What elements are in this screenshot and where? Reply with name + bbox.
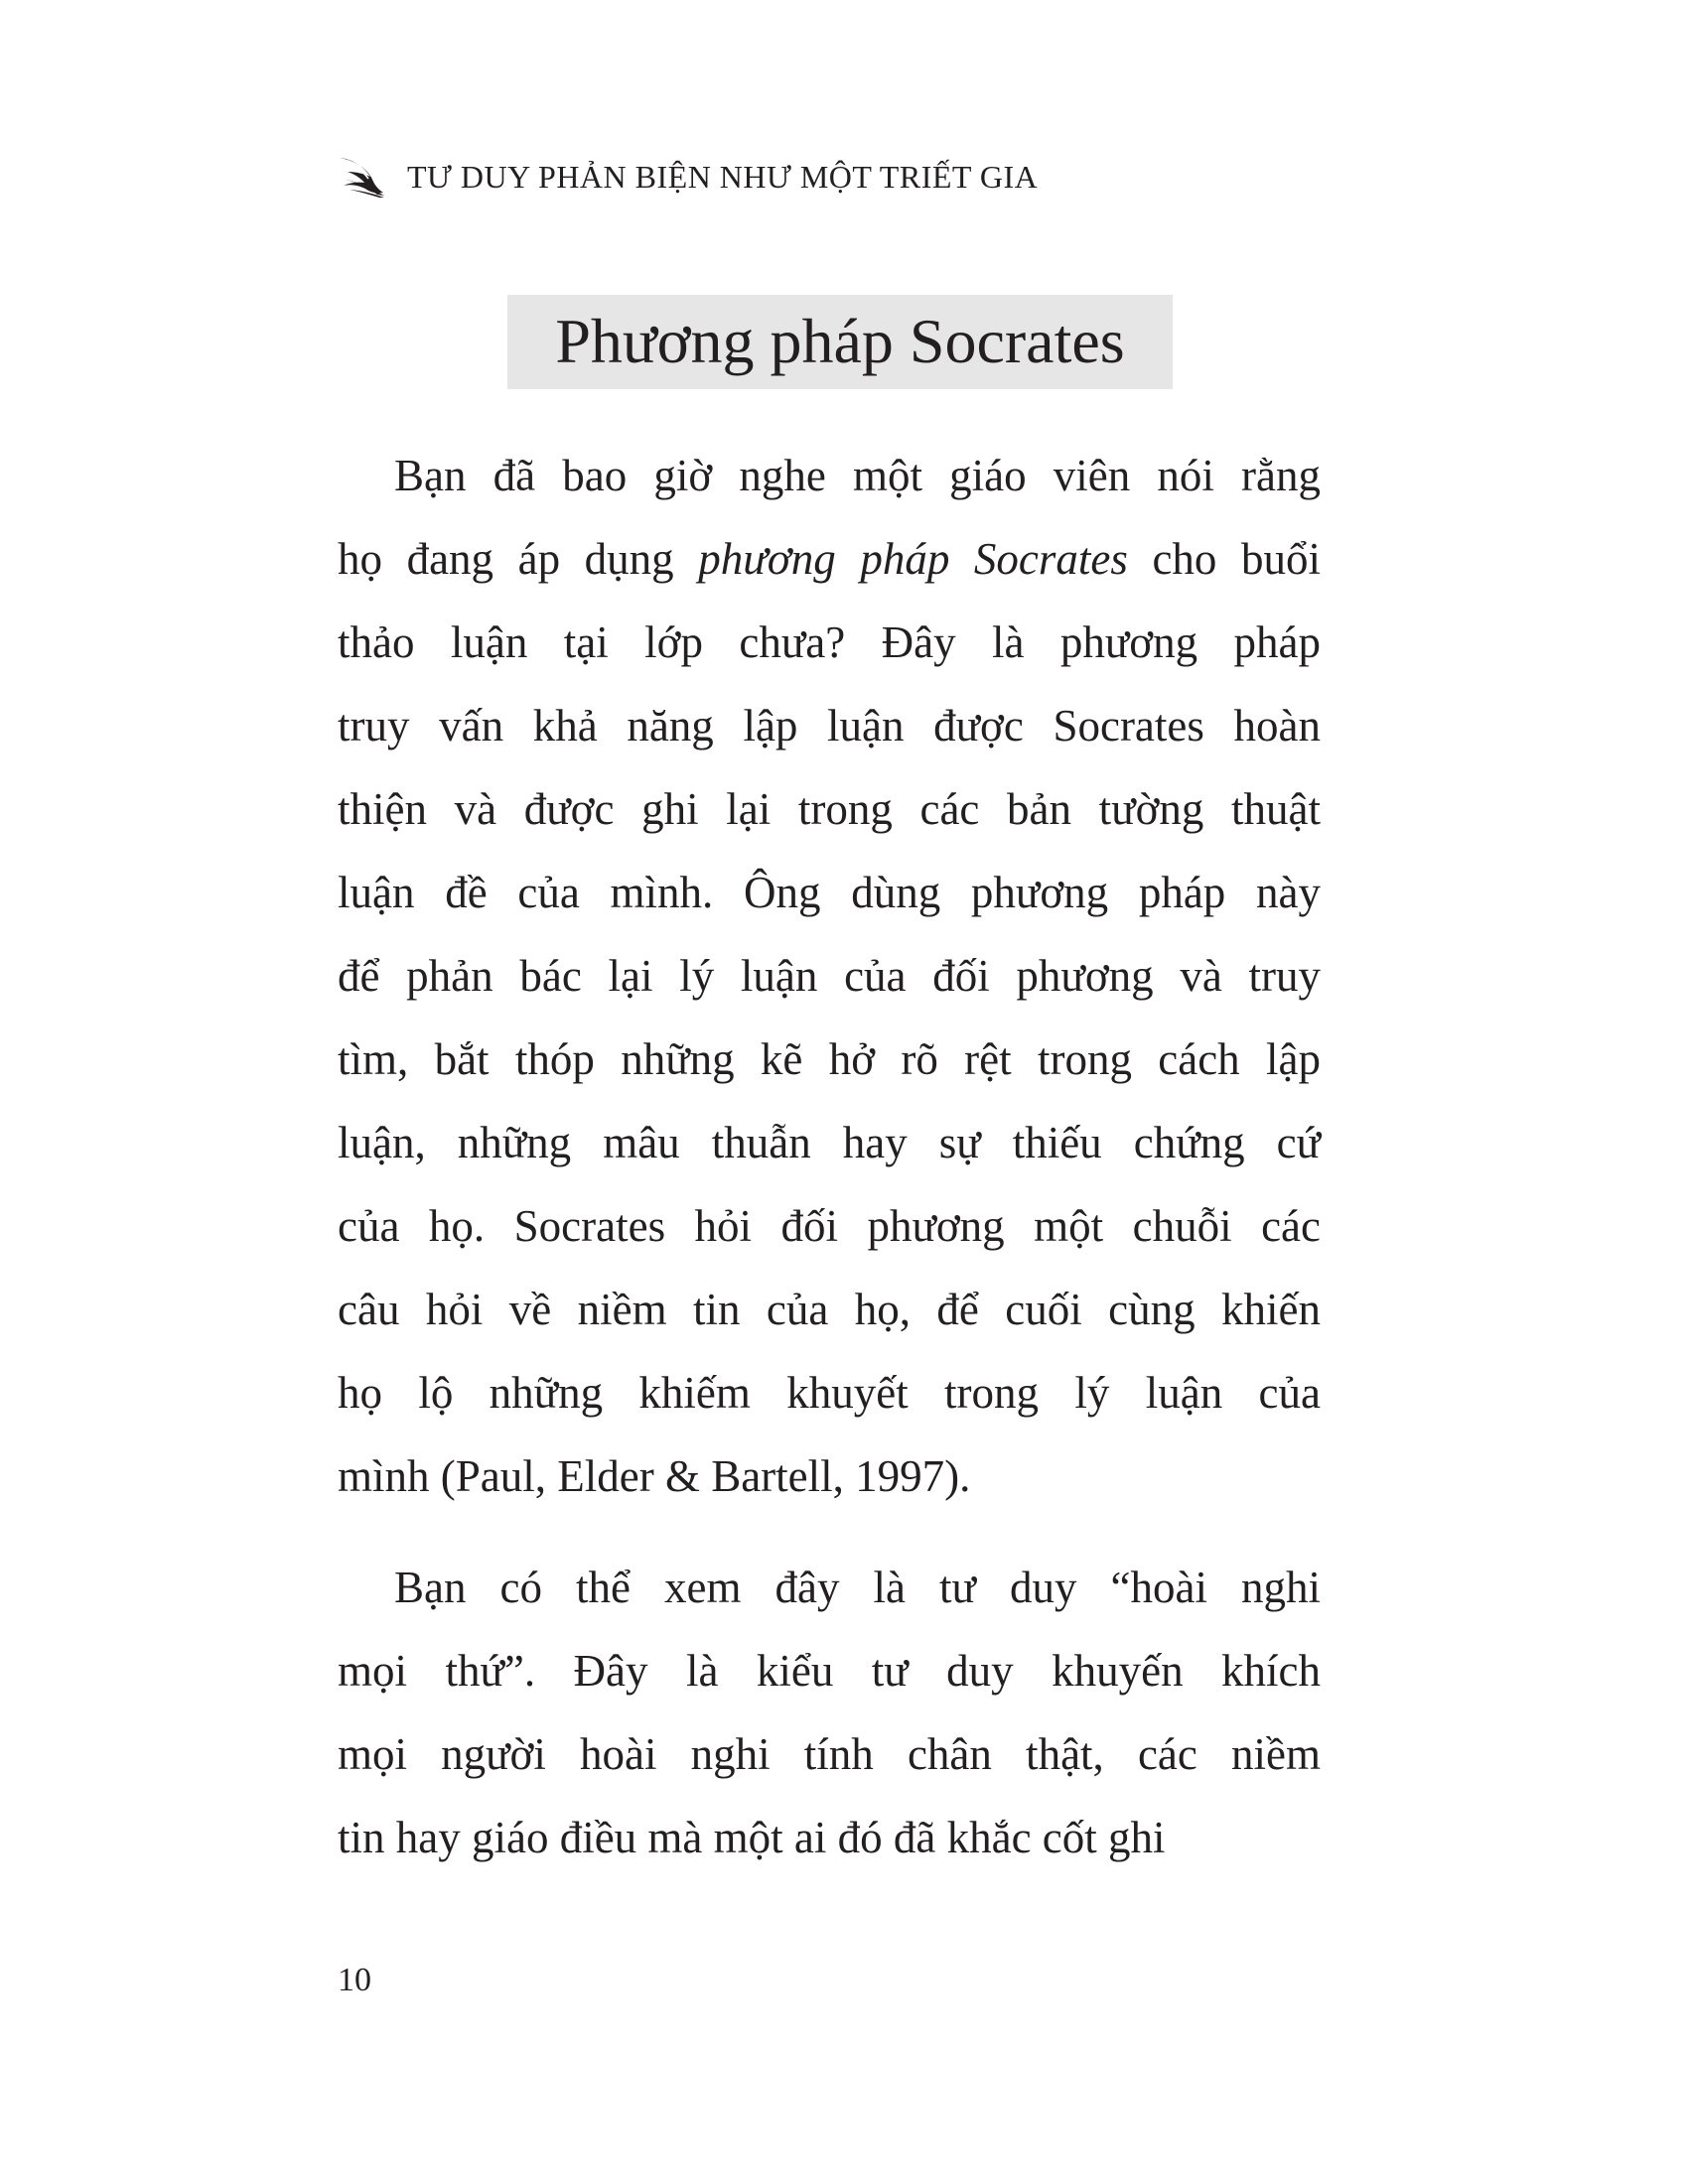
text-segment: Bạn đã bao giờ nghe một giáo viên nói rằng — [394, 451, 1321, 500]
running-header — [338, 155, 1038, 199]
paragraph — [338, 1546, 1321, 1879]
text-segment: luận đề của mình. Ông dùng phương pháp này — [338, 868, 1321, 917]
section-title: Phương pháp Socrates — [555, 305, 1125, 376]
text-line — [338, 767, 1321, 851]
text-line — [338, 1629, 1321, 1712]
text-line — [338, 1101, 1321, 1184]
text-line — [338, 517, 1321, 601]
running-title: TƯ DUY PHẢN BIỆN NHƯ MỘT TRIẾT GIA — [407, 158, 1039, 195]
text-line — [338, 434, 1321, 517]
text-segment: Bạn có thể xem đây là tư duy “hoài nghi — [394, 1563, 1321, 1612]
italic-text: phương pháp Socrates — [698, 534, 1128, 584]
text-line — [338, 601, 1321, 684]
text-segment: mọi người hoài nghi tính chân thật, các niềm — [338, 1729, 1321, 1779]
text-segment: mình (Paul, Elder & Bartell, 1997). — [338, 1451, 971, 1501]
text-segment: câu hỏi về niềm tin của họ, để cuối cùng khiến — [338, 1285, 1321, 1334]
text-line — [338, 851, 1321, 934]
text-line — [338, 1268, 1321, 1351]
paragraph — [338, 434, 1321, 1518]
text-segment: thảo luận tại lớp chưa? Đây là phương pháp — [338, 617, 1321, 667]
text-segment: họ đang áp dụng — [338, 534, 699, 584]
text-segment: tin hay giáo điều mà một ai đó đã khắc cốt ghi — [338, 1813, 1166, 1862]
text-segment: cho buổi — [1127, 534, 1321, 584]
text-line — [338, 1796, 1321, 1879]
text-segment: mọi thứ”. Đây là kiểu tư duy khuyến khích — [338, 1646, 1321, 1696]
text-line — [338, 1018, 1321, 1101]
text-segment: luận, những mâu thuẫn hay sự thiếu chứng cứ — [338, 1118, 1321, 1167]
text-line — [338, 1184, 1321, 1268]
section-title-box — [507, 295, 1173, 389]
text-segment: thiện và được ghi lại trong các bản tường thuật — [338, 784, 1321, 834]
text-segment: của họ. Socrates hỏi đối phương một chuỗi các — [338, 1201, 1321, 1251]
text-line — [338, 684, 1321, 767]
page-number: 10 — [338, 1962, 371, 1998]
text-line — [338, 1546, 1321, 1629]
text-segment: họ lộ những khiếm khuyết trong lý luận của — [338, 1368, 1321, 1418]
text-line — [338, 1434, 1321, 1518]
text-line — [338, 1351, 1321, 1434]
leaf-icon — [338, 155, 387, 199]
text-line — [338, 934, 1321, 1018]
text-segment: tìm, bắt thóp những kẽ hở rõ rệt trong cách lập — [338, 1034, 1321, 1084]
text-line — [338, 1712, 1321, 1796]
text-segment: truy vấn khả năng lập luận được Socrates hoàn — [338, 701, 1321, 751]
body-text — [338, 434, 1321, 1907]
text-segment: để phản bác lại lý luận của đối phương và truy — [338, 951, 1321, 1001]
